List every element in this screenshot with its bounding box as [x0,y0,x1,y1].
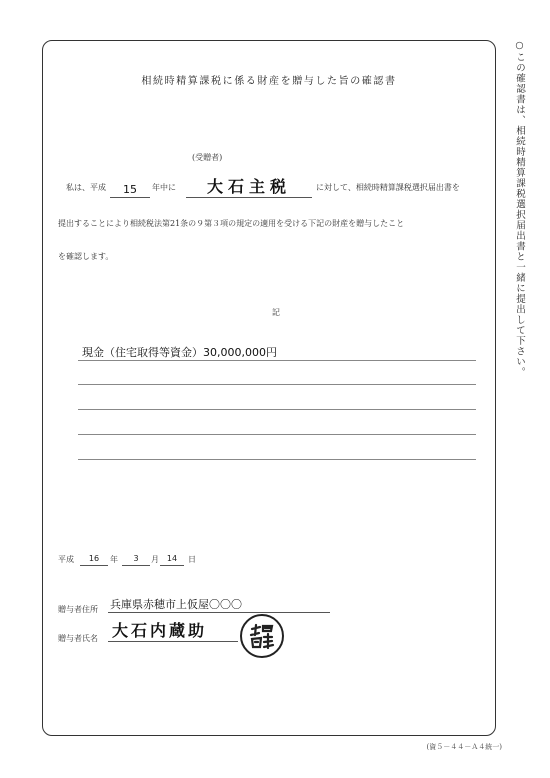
donor-address-field [108,593,330,613]
date-month-label: 月 [151,555,159,564]
statement-line-2: 提出することにより相続税法第21条の９第３項の規定の適用を受ける下記の財産を贈与したこと [58,219,405,228]
gift-year-field [110,178,150,198]
donor-name-label: 贈与者氏名 [58,634,98,643]
property-line-5 [78,459,476,460]
ki-label: 記 [272,308,280,317]
recipient-name-field [186,174,312,198]
date-year-label: 年 [110,555,118,564]
recipient-label: (受贈者) [192,153,223,162]
statement-year-suffix: 年中に [152,183,176,192]
date-year: 16 [88,554,100,563]
date-day-label: 日 [188,555,196,564]
date-era: 平成 [58,555,74,564]
statement-line-3: を確認します。 [58,252,114,261]
gift-year: 15 [123,183,137,196]
document-title: 相続時精算課税に係る財産を贈与した旨の確認書 [141,76,397,87]
property-line-3 [78,409,476,410]
donor-name-field [108,618,238,642]
statement-after-name: に対して、相続時精算課税選択届出書を [316,183,460,192]
property-line-1 [78,360,476,361]
date-month-field [122,546,150,566]
seal-mark-icon [245,619,279,653]
donor-address: 兵庫県赤穂市上仮屋〇〇〇 [110,598,242,611]
statement-prefix: 私は、平成 [66,183,106,192]
donor-address-label: 贈与者住所 [58,605,98,614]
property-line-4 [78,434,476,435]
date-month: 3 [133,554,139,563]
donor-seal-stamp [240,614,284,658]
property-line-2 [78,384,476,385]
form-code-footer: (資５－４４－Ａ４統一) [426,743,502,751]
date-day-field [160,546,184,566]
date-year-field [80,546,108,566]
side-instruction-note: ○この確認書は、相続時精算課税選択届出書と一緒に提出して下さい。 [514,40,525,378]
date-day: 14 [166,554,178,563]
donor-name: 大石内蔵助 [112,621,208,640]
recipient-name: 大石主税 [206,177,291,196]
property-item-1: 現金（住宅取得等資金）30,000,000円 [82,346,277,359]
